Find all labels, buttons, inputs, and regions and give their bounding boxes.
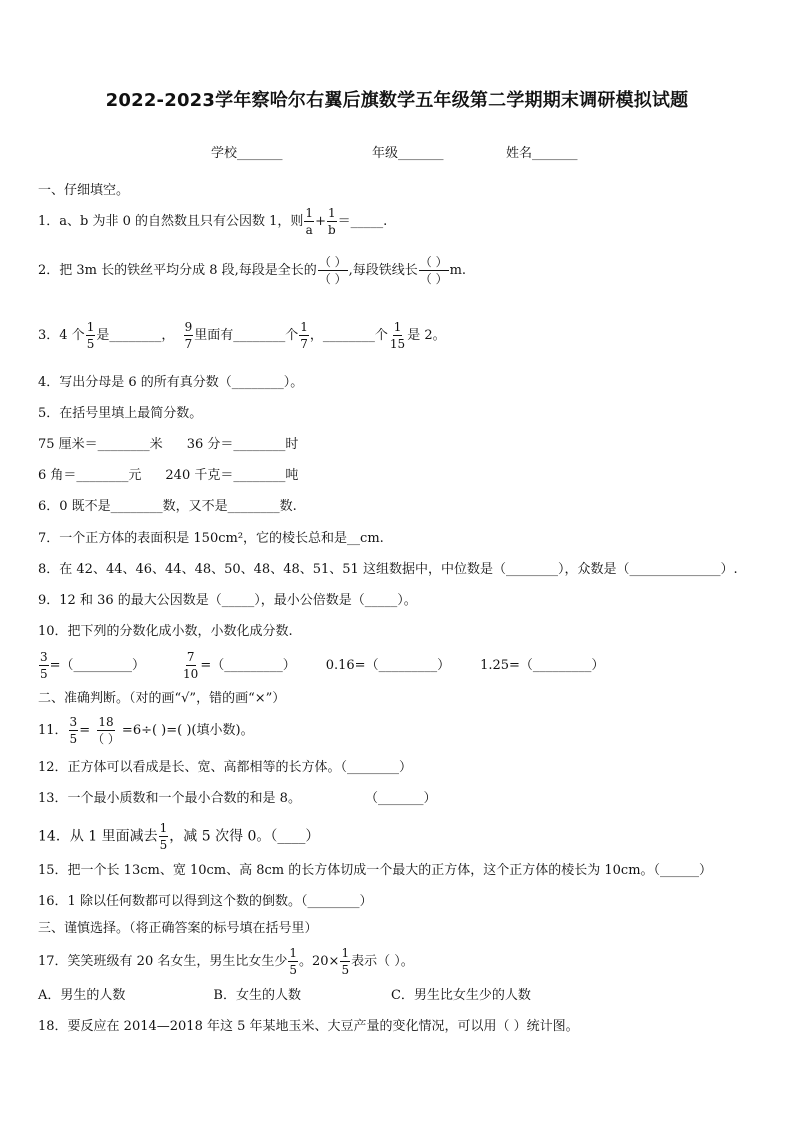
question-1: 1．a、b 为非 0 的自然数且只有公因数 1，则 $\frac{1}{a}$ + $\frac{1}{b}$ ＝_____. xyxy=(38,206,388,237)
fraction: $\frac{18}{( )}$ xyxy=(92,715,120,746)
fraction: $\frac{1}{5}$ xyxy=(86,320,95,351)
page-title: 2022-2023学年察哈尔右翼后旗数学五年级第二学期期末调研模拟试题 xyxy=(105,90,689,111)
question-5: 5．在括号里填上最简分数。 xyxy=(38,406,203,421)
question-12: 12．正方体可以看成是长、宽、高都相等的长方体。（________） xyxy=(38,760,413,775)
question-17: 17．笑笑班级有 20 名女生，男生比女生少 $\frac{1}{5}$ 。20× $\frac{1}{5}$ 表示（ ）。 xyxy=(38,946,414,977)
fraction: $\frac{( )}{( )}$ xyxy=(318,255,347,286)
question-7: 7．一个正方体的表面积是 150cm²，它的棱长总和是__cm. xyxy=(38,531,384,546)
question-17-options xyxy=(38,987,531,1005)
fraction: $\frac{9}{7}$ xyxy=(184,320,193,351)
question-5-row-2: 6 角＝________元 240 千克＝________吨 xyxy=(38,468,299,483)
fraction: $\frac{3}{5}$ xyxy=(40,650,48,681)
question-10-items: $\frac{3}{5}$ =（_________） $\frac{7}{10}$ =（_________） 0.16=（_________） 1.25=（_________） xyxy=(40,650,605,681)
question-18: 18．要反应在 2014—2018 年这 5 年某地玉米、大豆产量的变化情况，可以用（ ）统计图。 xyxy=(38,1019,579,1034)
school-field[interactable]: 学校_______ xyxy=(211,146,283,161)
question-8: 8．在 42、44、46、44、48、50、48、48、51、51 这组数据中，中位数是（________），众数是（______________）. xyxy=(38,562,738,577)
option-a[interactable]: A．男生的人数 xyxy=(38,988,126,1003)
grade-field[interactable]: 年级_______ xyxy=(372,146,444,161)
fraction: $\frac{7}{10}$ xyxy=(183,650,199,681)
question-15: 15．把一个长 13cm、宽 10cm、高 8cm 的长方体切成一个最大的正方体，这个正方体的棱长为 10cm。（______） xyxy=(38,863,713,878)
fraction: $\frac{1}{a}$ xyxy=(305,206,314,237)
question-14: 14．从 1 里面减去 $\frac{1}{5}$ ，减 5 次得 0。（____） xyxy=(38,821,320,852)
fraction: $\frac{( )}{( )}$ xyxy=(419,255,448,286)
fraction: $\frac{1}{b}$ xyxy=(327,206,336,237)
question-10: 10．把下列的分数化成小数，小数化成分数. xyxy=(38,624,293,639)
section-heading-2: 二、准确判断。（对的画“√”，错的画“×”） xyxy=(38,691,286,706)
question-16: 16．1 除以任何数都可以得到这个数的倒数。（________） xyxy=(38,894,373,909)
fraction: $\frac{1}{15}$ xyxy=(389,320,406,351)
fraction: $\frac{1}{7}$ xyxy=(300,320,308,351)
fraction: $\frac{1}{5}$ xyxy=(159,821,168,852)
name-field[interactable]: 姓名_______ xyxy=(506,146,578,161)
question-2: 2．把 3m 长的铁丝平均分成 8 段,每段是全长的 $\frac{( )}{( )}$ ,每段铁线长 $\frac{( )}{( )}$ m. xyxy=(38,255,467,286)
option-b[interactable]: B．女生的人数 xyxy=(213,988,301,1003)
question-4: 4．写出分母是 6 的所有真分数（________）。 xyxy=(38,375,304,390)
option-c[interactable]: C．男生比女生少的人数 xyxy=(390,988,531,1003)
question-13: 13．一个最小质数和一个最小合数的和是 8。 （_______） xyxy=(38,791,437,806)
section-heading-3: 三、谨慎选择。（将正确答案的标号填在括号里） xyxy=(38,921,318,936)
fraction: $\frac{1}{5}$ xyxy=(289,946,297,977)
fraction: $\frac{1}{5}$ xyxy=(341,946,350,977)
question-3: 3．4 个 $\frac{1}{5}$ 是________， $\frac{9}{7}$ 里面有________个 $\frac{1}{7}$ ，________个 $\frac{1}{15}$ 是 2。 xyxy=(38,320,446,351)
question-5-row-1: 75 厘米＝________米 36 分＝________时 xyxy=(38,437,299,452)
section-heading-1: 一、仔细填空。 xyxy=(38,183,130,198)
question-11: 11． $\frac{3}{5}$ = $\frac{18}{( )}$ =6÷( )=( )(填小数)。 xyxy=(38,715,254,746)
question-9: 9．12 和 36 的最大公因数是（_____），最小公倍数是（_____）。 xyxy=(38,593,417,608)
fraction: $\frac{3}{5}$ xyxy=(69,715,78,746)
question-6: 6．0 既不是________数，又不是________数. xyxy=(38,499,297,514)
